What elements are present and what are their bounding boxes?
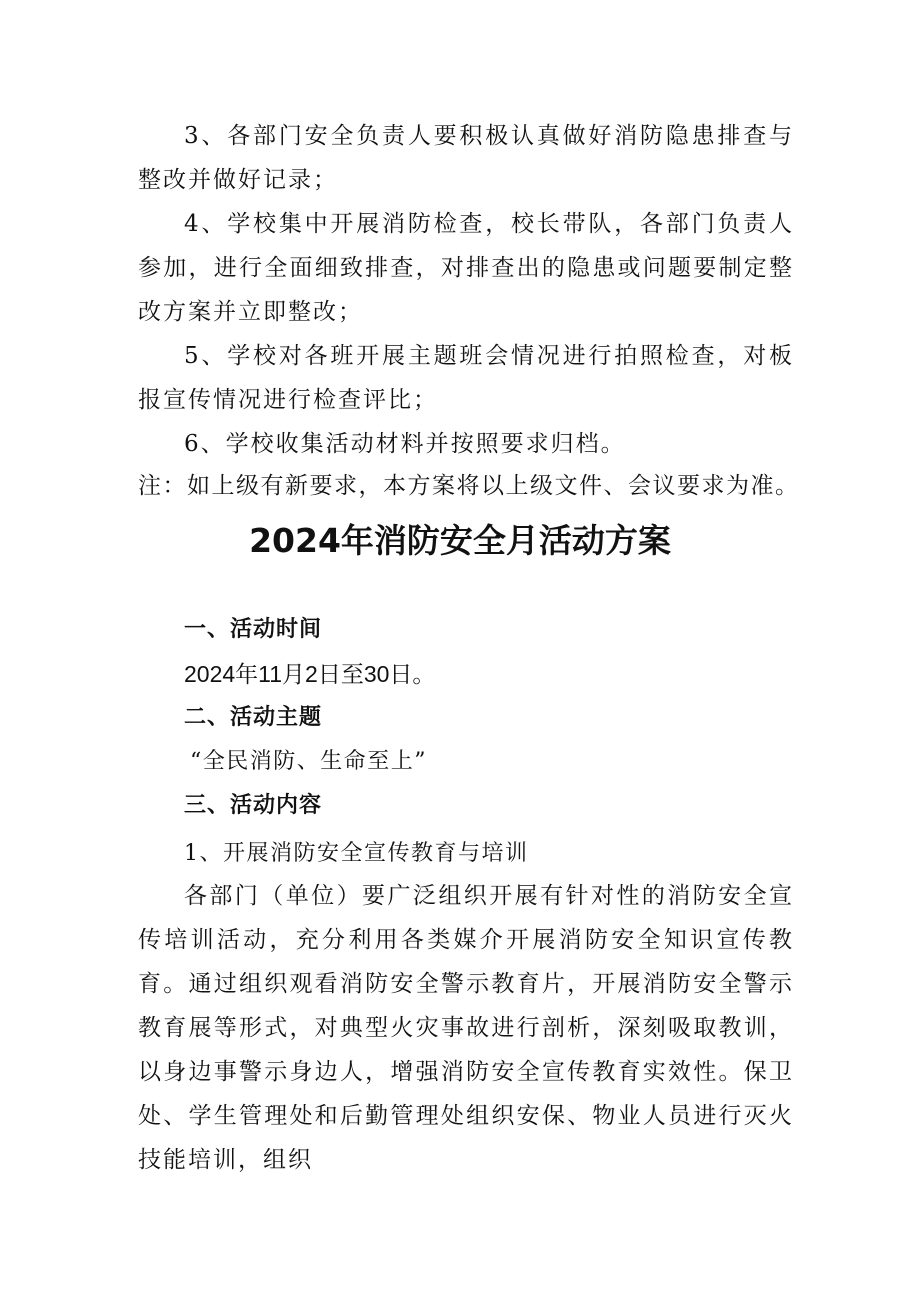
- content-subheading: 1、开展消防安全宣传教育与培训: [184, 841, 529, 866]
- document-title: 2024年消防安全月活动方案: [249, 521, 671, 560]
- note-text: 注：如上级有新要求，本方案将以上级文件、会议要求为准。: [138, 473, 800, 499]
- section-heading-theme: 二、活动主题: [184, 705, 323, 730]
- list-item-5: 5、学校对各班开展主题班会情况进行拍照检查，对板报宣传情况进行检查评比；: [138, 343, 794, 413]
- content-body-paragraph: 各部门（单位）要广泛组织开展有针对性的消防安全宣传培训活动，充分利用各类媒介开展消防安全知识宣传教育。通过组织观看消防安全警示教育片，开展消防安全警示教育展等形式，对典型火灾事故进行剖析，深刻吸取教训，以身边事警示身边人，增强消防安全宣传教育实效性。保卫处、学生管理处和后勤管理处组织安保、物业人员进行灭火技能培训，组织: [138, 883, 794, 1173]
- list-item-6: 6、学校收集活动材料并按照要求归档。: [184, 431, 626, 457]
- section-heading-time: 一、活动时间: [184, 617, 323, 642]
- list-item-4: 4、学校集中开展消防检查，校长带队，各部门负责人参加，进行全面细致排查，对排查出的隐患或问题要制定整改方案并立即整改；: [138, 211, 794, 325]
- activity-theme-text: “全民消防、生命至上”: [190, 749, 427, 774]
- list-item-3: 3、各部门安全负责人要积极认真做好消防隐患排查与整改并做好记录；: [138, 123, 794, 193]
- section-heading-content: 三、活动内容: [184, 793, 323, 818]
- activity-time-text: 2024年11月2日至30日。: [184, 661, 436, 687]
